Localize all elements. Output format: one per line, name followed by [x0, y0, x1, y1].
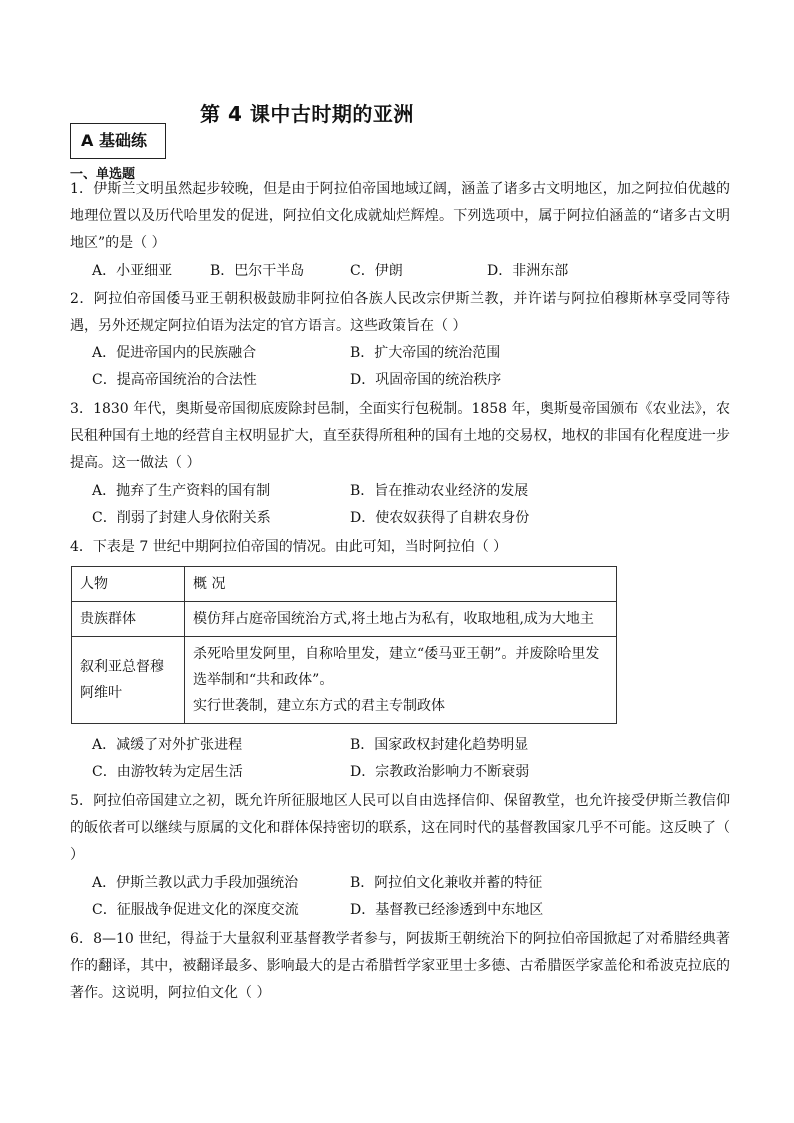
- question-3-stem: 3．1830 年代，奥斯曼帝国彻底废除封邑制，全面实行包税制。1858 年，奥斯曼帝国颁布《农业法》，农民租种国有土地的经营自主权明显扩大，直至获得所租种的国有土地的交易权，地权的非国有化程度进一步提高。这一做法（ ）: [70, 401, 730, 471]
- table-cell: 叙利亚总督穆阿维叶: [72, 637, 185, 724]
- table-header-cell: 概 况: [185, 567, 617, 602]
- question-4-option-b: B．国家政权封建化趋势明显: [350, 737, 529, 753]
- question-5-option-c: C．征服战争促进文化的深度交流: [92, 902, 299, 918]
- section-heading: 一、单选题: [70, 167, 136, 182]
- table-header-row: [72, 567, 617, 602]
- question-1-option-b: B．巴尔干半岛: [210, 263, 305, 279]
- question-5-option-d: D．基督教已经渗透到中东地区: [350, 902, 544, 918]
- table-cell: 模仿拜占庭帝国统治方式,将土地占为私有，收取地租,成为大地主: [185, 602, 617, 637]
- question-4-option-d: D．宗教政治影响力不断衰弱: [350, 764, 530, 780]
- question-2-stem: 2．阿拉伯帝国倭马亚王朝积极鼓励非阿拉伯各族人民改宗伊斯兰教，并许诺与阿拉伯穆斯林享受同等待遇，另外还规定阿拉伯语为法定的官方语言。这些政策旨在（ ）: [70, 291, 730, 334]
- table-cell-line: 实行世袭制，建立东方式的君主专制政体: [193, 698, 445, 714]
- question-3-option-c: C．削弱了封建人身依附关系: [92, 510, 271, 526]
- question-4-option-a: A．减缓了对外扩张进程: [92, 737, 243, 753]
- table-cell-line: 杀死哈里发阿里，自称哈里发，建立“倭马亚王朝”。并废除哈里发选举制和“共和政体”。: [193, 646, 600, 688]
- table-cell: [185, 637, 617, 724]
- question-1-option-d: D．非洲东部: [487, 263, 569, 279]
- question-5-option-a: A．伊斯兰教以武力手段加强统治: [92, 875, 299, 891]
- table-row: [72, 602, 617, 637]
- question-6-stem: 6．8—10 世纪，得益于大量叙利亚基督教学者参与，阿拔斯王朝统治下的阿拉伯帝国掀起了对希腊经典著作的翻译，其中，被翻译最多、影响最大的是古希腊哲学家亚里士多德、古希腊医学家盖伦和希波克拉底的著作。这说明，阿拉伯文化（ ）: [70, 931, 730, 1001]
- table-cell: 贵族群体: [72, 602, 185, 637]
- question-5-option-b: B．阿拉伯文化兼收并蓄的特征: [350, 875, 543, 891]
- question-3-option-a: A．抛弃了生产资料的国有制: [92, 483, 271, 499]
- question-4-stem: 4．下表是 7 世纪中期阿拉伯帝国的情况。由此可知，当时阿拉伯（ ）: [70, 539, 508, 555]
- table-header-cell: 人物: [72, 567, 185, 602]
- question-5-stem: 5．阿拉伯帝国建立之初，既允许所征服地区人民可以自由选择信仰、保留教堂，也允许接受伊斯兰教信仰的皈依者可以继续与原属的文化和群体保持密切的联系，这在同时代的基督教国家几乎不可能。这反映了（ ）: [70, 793, 730, 863]
- question-2-option-a: A．促进帝国内的民族融合: [92, 345, 257, 361]
- table-row: [72, 637, 617, 724]
- question-4-option-c: C．由游牧转为定居生活: [92, 764, 243, 780]
- page-title: 第 4 课中古时期的亚洲: [200, 102, 414, 126]
- question-4-table: [71, 566, 617, 724]
- question-1-option-c: C．伊朗: [350, 263, 403, 279]
- question-3-option-d: D．使农奴获得了自耕农身份: [350, 510, 530, 526]
- question-2-option-d: D．巩固帝国的统治秩序: [350, 372, 502, 388]
- question-1-option-a: A．小亚细亚: [92, 263, 173, 279]
- level-badge: A 基础练: [70, 123, 166, 159]
- question-3-option-b: B．旨在推动农业经济的发展: [350, 483, 529, 499]
- question-1-stem: 1．伊斯兰文明虽然起步较晚，但是由于阿拉伯帝国地域辽阔，涵盖了诸多古文明地区，加之阿拉伯优越的地理位置以及历代哈里发的促进，阿拉伯文化成就灿烂辉煌。下列选项中，属于阿拉伯涵盖的“诸多古文明地区”的是（ ）: [70, 181, 730, 251]
- question-2-option-c: C．提高帝国统治的合法性: [92, 372, 257, 388]
- question-2-option-b: B．扩大帝国的统治范围: [350, 345, 501, 361]
